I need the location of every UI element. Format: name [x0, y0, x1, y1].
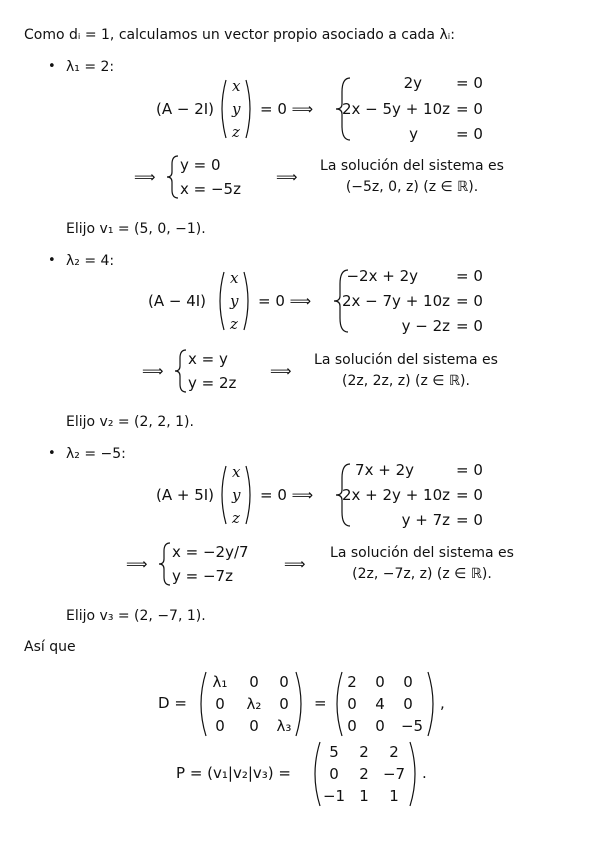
reduced-brace — [175, 350, 186, 392]
matrix-left-paren — [315, 742, 320, 806]
system-eq-2: 2x − 7y + 10z — [341, 292, 450, 310]
case-1-system — [150, 74, 520, 144]
case-2-system — [144, 266, 514, 336]
implies-arrow: ⟹ — [142, 362, 164, 380]
implies-arrow: ⟹ — [126, 555, 148, 573]
case-2-solution-value: (2z, 2z, z) (z ∈ ℝ). — [342, 373, 470, 389]
D-num-1-3: 0 — [403, 673, 413, 691]
matrix-P-equation — [170, 738, 440, 810]
reduced-brace — [167, 156, 178, 198]
case-3-solution-text: La solución del sistema es — [330, 545, 514, 561]
D-sym-1-1: λ₁ — [212, 673, 228, 691]
vector-left-paren — [222, 80, 226, 138]
equals-implies: = 0 ⟹ — [260, 486, 314, 504]
system-eq-2: 2x + 2y + 10z — [341, 486, 450, 504]
vec-z: z — [232, 123, 240, 141]
D-sym-2-3: 0 — [279, 695, 289, 713]
P-num-1-2: 2 — [359, 743, 369, 761]
case-3-lhs: (A + 5I) — [156, 486, 215, 504]
case-3-solution-value: (2z, −7z, z) (z ∈ ℝ). — [352, 566, 492, 582]
rhs-1: = 0 — [456, 267, 483, 285]
D-equals: = — [314, 694, 327, 712]
reduced-eq-1: x = y — [188, 350, 228, 368]
D-num-2-1: 0 — [347, 695, 357, 713]
bullet: • — [48, 253, 56, 268]
D-num-1-2: 0 — [375, 673, 385, 691]
vec-y: y — [230, 292, 239, 310]
case-3-label: λ₂ = −5: — [66, 446, 126, 462]
case-1-solution-value: (−5z, 0, z) (z ∈ ℝ). — [345, 179, 479, 195]
D-sym-1-3: 0 — [279, 673, 289, 691]
asi-que-text: Así que — [24, 639, 76, 655]
D-sym-2-1: 0 — [215, 695, 225, 713]
matrix-D-equation — [150, 668, 450, 740]
D-num-3-1: 0 — [347, 717, 357, 735]
P-num-3-2: 1 — [359, 787, 369, 805]
arrow: ⟹ — [276, 168, 298, 186]
arrow: ⟹ — [270, 362, 292, 380]
case-2-solution-text: La solución del sistema es — [314, 352, 498, 368]
system-eq-1: 7x + 2y — [355, 461, 414, 479]
equals-implies: = 0 ⟹ — [258, 292, 312, 310]
vec-z: z — [232, 509, 240, 527]
vec-x: x — [230, 269, 239, 287]
reduced-eq-2: y = −7z — [172, 567, 233, 585]
reduced-eq-2: y = 2z — [188, 374, 237, 392]
matrix-left-paren — [201, 672, 206, 736]
vector-right-paren — [244, 272, 248, 330]
rhs-2: = 0 — [456, 486, 483, 504]
D-num-1-1: 2 — [347, 673, 357, 691]
P-tail: . — [422, 764, 427, 782]
intro-text: Como dᵢ = 1, calculamos un vector propio asociado a cada λᵢ: — [24, 27, 455, 43]
bullet: • — [48, 59, 56, 74]
P-num-2-3: −7 — [382, 765, 406, 783]
matrix-left-paren — [337, 672, 342, 736]
case-1-solution-text: La solución del sistema es — [320, 158, 504, 174]
equals-implies: = 0 ⟹ — [260, 100, 314, 118]
case-2-choice: Elijo v₂ = (2, 2, 1). — [66, 414, 194, 430]
P-lhs: P = (v₁|v₂|v₃) = — [176, 764, 291, 782]
D-num-2-2: 4 — [375, 695, 385, 713]
D-sym-2-2: λ₂ — [246, 695, 262, 713]
arrow: ⟹ — [284, 555, 306, 573]
P-num-1-1: 5 — [329, 743, 339, 761]
vector-right-paren — [246, 80, 250, 138]
case-2-lhs: (A − 4I) — [148, 292, 207, 310]
D-sym-1-2: 0 — [249, 673, 259, 691]
system-eq-3: y − 2z — [401, 317, 450, 335]
P-num-3-3: 1 — [389, 787, 399, 805]
vec-x: x — [232, 463, 241, 481]
system-eq-1: −2x + 2y — [346, 267, 418, 285]
vec-y: y — [232, 486, 241, 504]
D-sym-3-2: 0 — [249, 717, 259, 735]
system-eq-3: y — [409, 125, 418, 143]
rhs-1: = 0 — [456, 74, 483, 92]
rhs-2: = 0 — [456, 292, 483, 310]
P-num-2-1: 0 — [329, 765, 339, 783]
reduced-eq-1: y = 0 — [180, 156, 221, 174]
reduced-eq-1: x = −2y/7 — [172, 543, 249, 561]
D-lhs: D = — [158, 694, 187, 712]
case-3-system — [152, 460, 512, 530]
vec-z: z — [230, 315, 238, 333]
vector-left-paren — [220, 272, 224, 330]
reduced-brace — [159, 543, 170, 585]
D-num-3-2: 0 — [375, 717, 385, 735]
D-sym-3-3: λ₃ — [276, 717, 292, 735]
system-eq-3: y + 7z — [401, 511, 450, 529]
case-1-reduced — [130, 154, 320, 200]
bullet: • — [48, 446, 56, 461]
rhs-3: = 0 — [456, 125, 483, 143]
rhs-3: = 0 — [456, 511, 483, 529]
rhs-1: = 0 — [456, 461, 483, 479]
D-sym-3-1: 0 — [215, 717, 225, 735]
case-1-choice: Elijo v₁ = (5, 0, −1). — [66, 221, 206, 237]
case-3-choice: Elijo v₃ = (2, −7, 1). — [66, 608, 206, 624]
vector-right-paren — [246, 466, 250, 524]
matrix-right-paren — [296, 672, 301, 736]
implies-arrow: ⟹ — [134, 168, 156, 186]
P-num-3-1: −1 — [322, 787, 346, 805]
reduced-eq-2: x = −5z — [180, 180, 241, 198]
case-2-reduced — [138, 348, 318, 394]
D-num-2-3: 0 — [403, 695, 413, 713]
D-num-3-3: −5 — [400, 717, 424, 735]
vec-y: y — [232, 100, 241, 118]
vec-x: x — [232, 77, 241, 95]
system-eq-2: 2x − 5y + 10z — [341, 100, 450, 118]
case-3-reduced — [122, 541, 332, 587]
case-1-label: λ₁ = 2: — [66, 59, 115, 75]
case-1-lhs: (A − 2I) — [156, 100, 215, 118]
matrix-right-paren — [410, 742, 415, 806]
D-tail: , — [440, 694, 445, 712]
rhs-2: = 0 — [456, 100, 483, 118]
matrix-right-paren — [428, 672, 433, 736]
vector-left-paren — [222, 466, 226, 524]
P-num-2-2: 2 — [359, 765, 369, 783]
case-2-label: λ₂ = 4: — [66, 253, 115, 269]
rhs-3: = 0 — [456, 317, 483, 335]
system-eq-1: 2y — [403, 74, 422, 92]
P-num-1-3: 2 — [389, 743, 399, 761]
